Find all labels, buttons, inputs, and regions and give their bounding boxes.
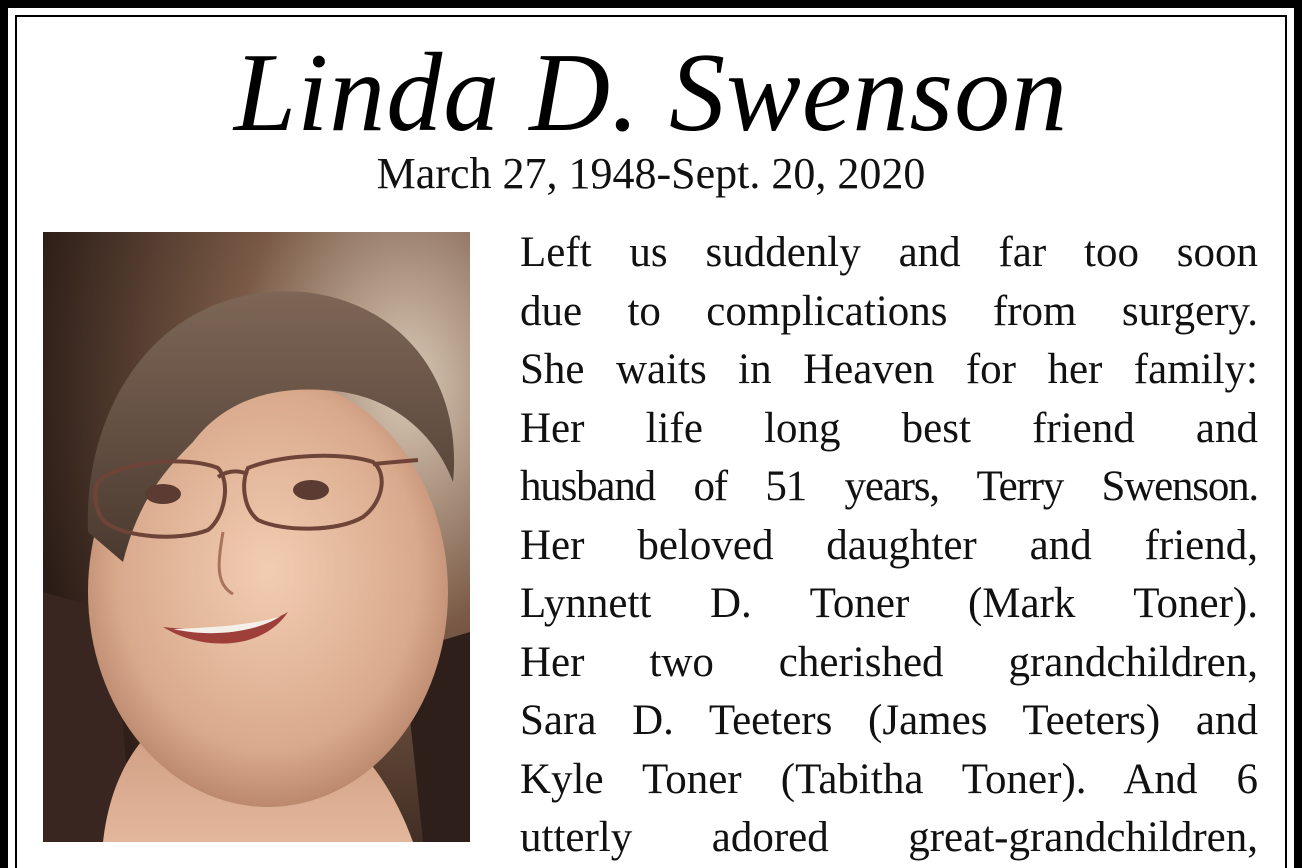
body-line: Left us suddenly and far too soon <box>520 229 1258 276</box>
body-line: Lynnett D. Toner (Mark Toner). <box>520 580 1258 627</box>
body-line: Her life long best friend and <box>520 404 1258 452</box>
body-line: She waits in Heaven for her family: <box>520 346 1258 393</box>
body-line: Her beloved daughter and friend, <box>520 521 1258 569</box>
body-line: Her two cherished grandchildren, <box>520 638 1258 686</box>
body-line: due to complications from surgery. <box>520 287 1258 335</box>
body-line: Kyle Toner (Tabitha Toner). And 6 <box>520 755 1258 803</box>
life-dates: March 27, 1948-Sept. 20, 2020 <box>376 149 926 198</box>
portrait-photo <box>43 232 470 842</box>
body-line: utterly adored great-grandchildren, <box>520 814 1258 861</box>
decedent-name: Linda D. Swenson <box>233 31 1069 155</box>
obituary-body <box>520 224 1258 868</box>
body-line: Sara D. Teeters (James Teeters) and <box>520 697 1258 744</box>
portrait-illustration <box>43 232 470 842</box>
body-line: husband of 51 years, Terry Swenson. <box>520 463 1258 510</box>
